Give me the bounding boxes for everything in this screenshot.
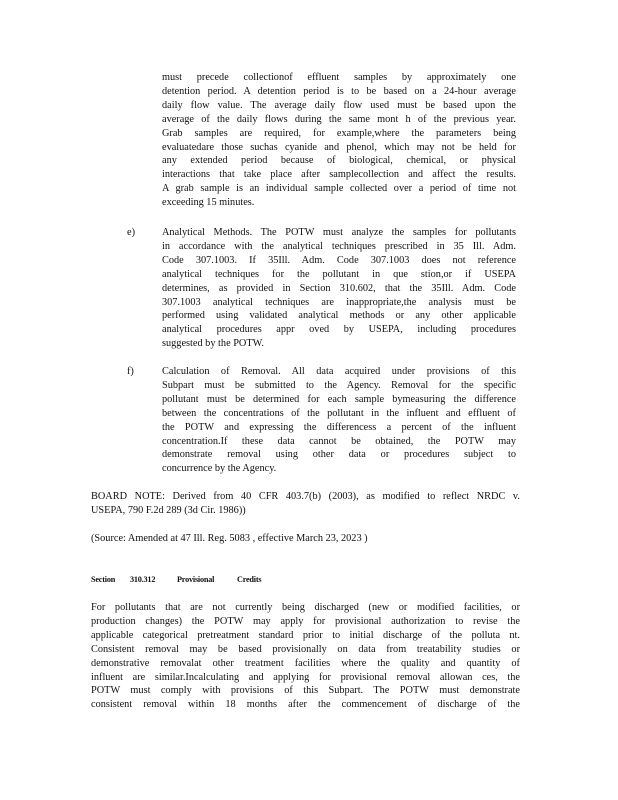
- text-line: concentration.If these data cannot be obtained, the POTW may: [162, 435, 516, 447]
- text-line: Grab samples are required, for example,where the parameters being: [162, 127, 516, 139]
- text-line: any extended period because of biological, chemical, or physical: [162, 155, 516, 167]
- text-line: For pollutants that are not currently being discharged (new or modified facilities, or: [91, 602, 520, 613]
- section-title-word-1: Provisional: [177, 575, 215, 584]
- item-e-analytical-methods: [162, 226, 516, 351]
- text-line: the POTW and expressing the differencess a percent of the influent: [162, 421, 516, 433]
- item-f-label: f): [127, 366, 134, 377]
- section-number: 310.312: [130, 575, 156, 584]
- paragraph-sampling-continuation: [162, 71, 516, 210]
- text-line: (Source: Amended at 47 Ill. Reg. 5083 , effective March 23, 2023 ): [91, 533, 368, 544]
- text-line: influent are similar.Incalculating and applying for provisional removal allowan ces, the: [91, 671, 520, 683]
- text-line: in accordance with the analytical techniques prescribed in 35 Ill. Adm.: [162, 240, 516, 252]
- text-line: BOARD NOTE: Derived from 40 CFR 403.7(b) (2003), as modified to reflect NRDC v.: [91, 491, 520, 502]
- section-title-word-2: Credits: [237, 575, 262, 584]
- text-line: suggested by the POTW.: [162, 338, 265, 350]
- text-line: concurrence by the Agency.: [162, 463, 277, 475]
- text-line: interactions that take place after samplecollection and affect the results.: [162, 169, 516, 181]
- text-line: demonstrate removal using other data or procedures subject to: [162, 449, 516, 461]
- text-line: exceeding 15 minutes.: [162, 197, 255, 209]
- text-line: applicable categorical pretreatment standard prior to initial discharge of the polluta nt.: [91, 629, 520, 641]
- text-line: detention period. A detention period is to be based on a 24-hour average: [162, 85, 516, 97]
- text-line: POTW must comply with provisions of this Subpart. The POTW must demonstrate: [91, 685, 520, 697]
- text-line: must precede collectionof effluent samples by approximately one: [162, 72, 516, 83]
- source-note: [91, 532, 520, 546]
- board-note: [91, 490, 520, 518]
- text-line: Calculation of Removal. All data acquired under provisions of this: [162, 366, 516, 377]
- text-line: determines, as provided in Section 310.602, that the 35Ill. Adm. Code: [162, 282, 516, 294]
- text-line: evaluatedare those suchas cyanide and phenol, which may not be held for: [162, 141, 516, 153]
- text-line: A grab sample is an individual sample collected over a period of time not: [162, 183, 516, 195]
- text-line: USEPA, 790 F.2d 289 (3d Cir. 1986)): [91, 504, 246, 516]
- section-word: Section: [91, 575, 116, 584]
- paragraph-provisional-credits: [91, 601, 520, 712]
- text-line: production changes) the POTW may apply for provisional authorization to revise the: [91, 615, 520, 627]
- text-line: Analytical Methods. The POTW must analyze the samples for pollutants: [162, 227, 516, 238]
- text-line: performed using validated analytical methods or any other applicable: [162, 310, 516, 322]
- text-line: average of the daily flows during the same mont h of the previous year.: [162, 113, 516, 125]
- text-line: demonstrative removalat other treatment facilities where the quality and quantity of: [91, 657, 520, 669]
- text-line: Consistent removal may be based provisionally on data from treatability studies or: [91, 643, 520, 655]
- text-line: analytical procedures appr oved by USEPA, including procedures: [162, 324, 516, 336]
- text-line: analytical techniques for the pollutant in que stion,or if USEPA: [162, 268, 516, 280]
- text-line: Code 307.1003. If 35Ill. Adm. Code 307.1003 does not reference: [162, 254, 516, 266]
- text-line: pollutant must be determined for each sample bymeasuring the difference: [162, 393, 516, 405]
- item-e-label: e): [127, 227, 135, 238]
- text-line: Subpart must be submitted to the Agency. Removal for the specific: [162, 379, 516, 391]
- text-line: between the concentrations of the pollutant in the influent and effluent of: [162, 407, 516, 419]
- item-f-calculation-of-removal: [162, 365, 516, 476]
- text-line: consistent removal within 18 months after the commencement of discharge of the: [91, 699, 520, 711]
- text-line: daily flow value. The average daily flow used must be based upon the: [162, 99, 516, 111]
- text-line: 307.1003 analytical techniques are inappropriate,the analysis must be: [162, 296, 516, 308]
